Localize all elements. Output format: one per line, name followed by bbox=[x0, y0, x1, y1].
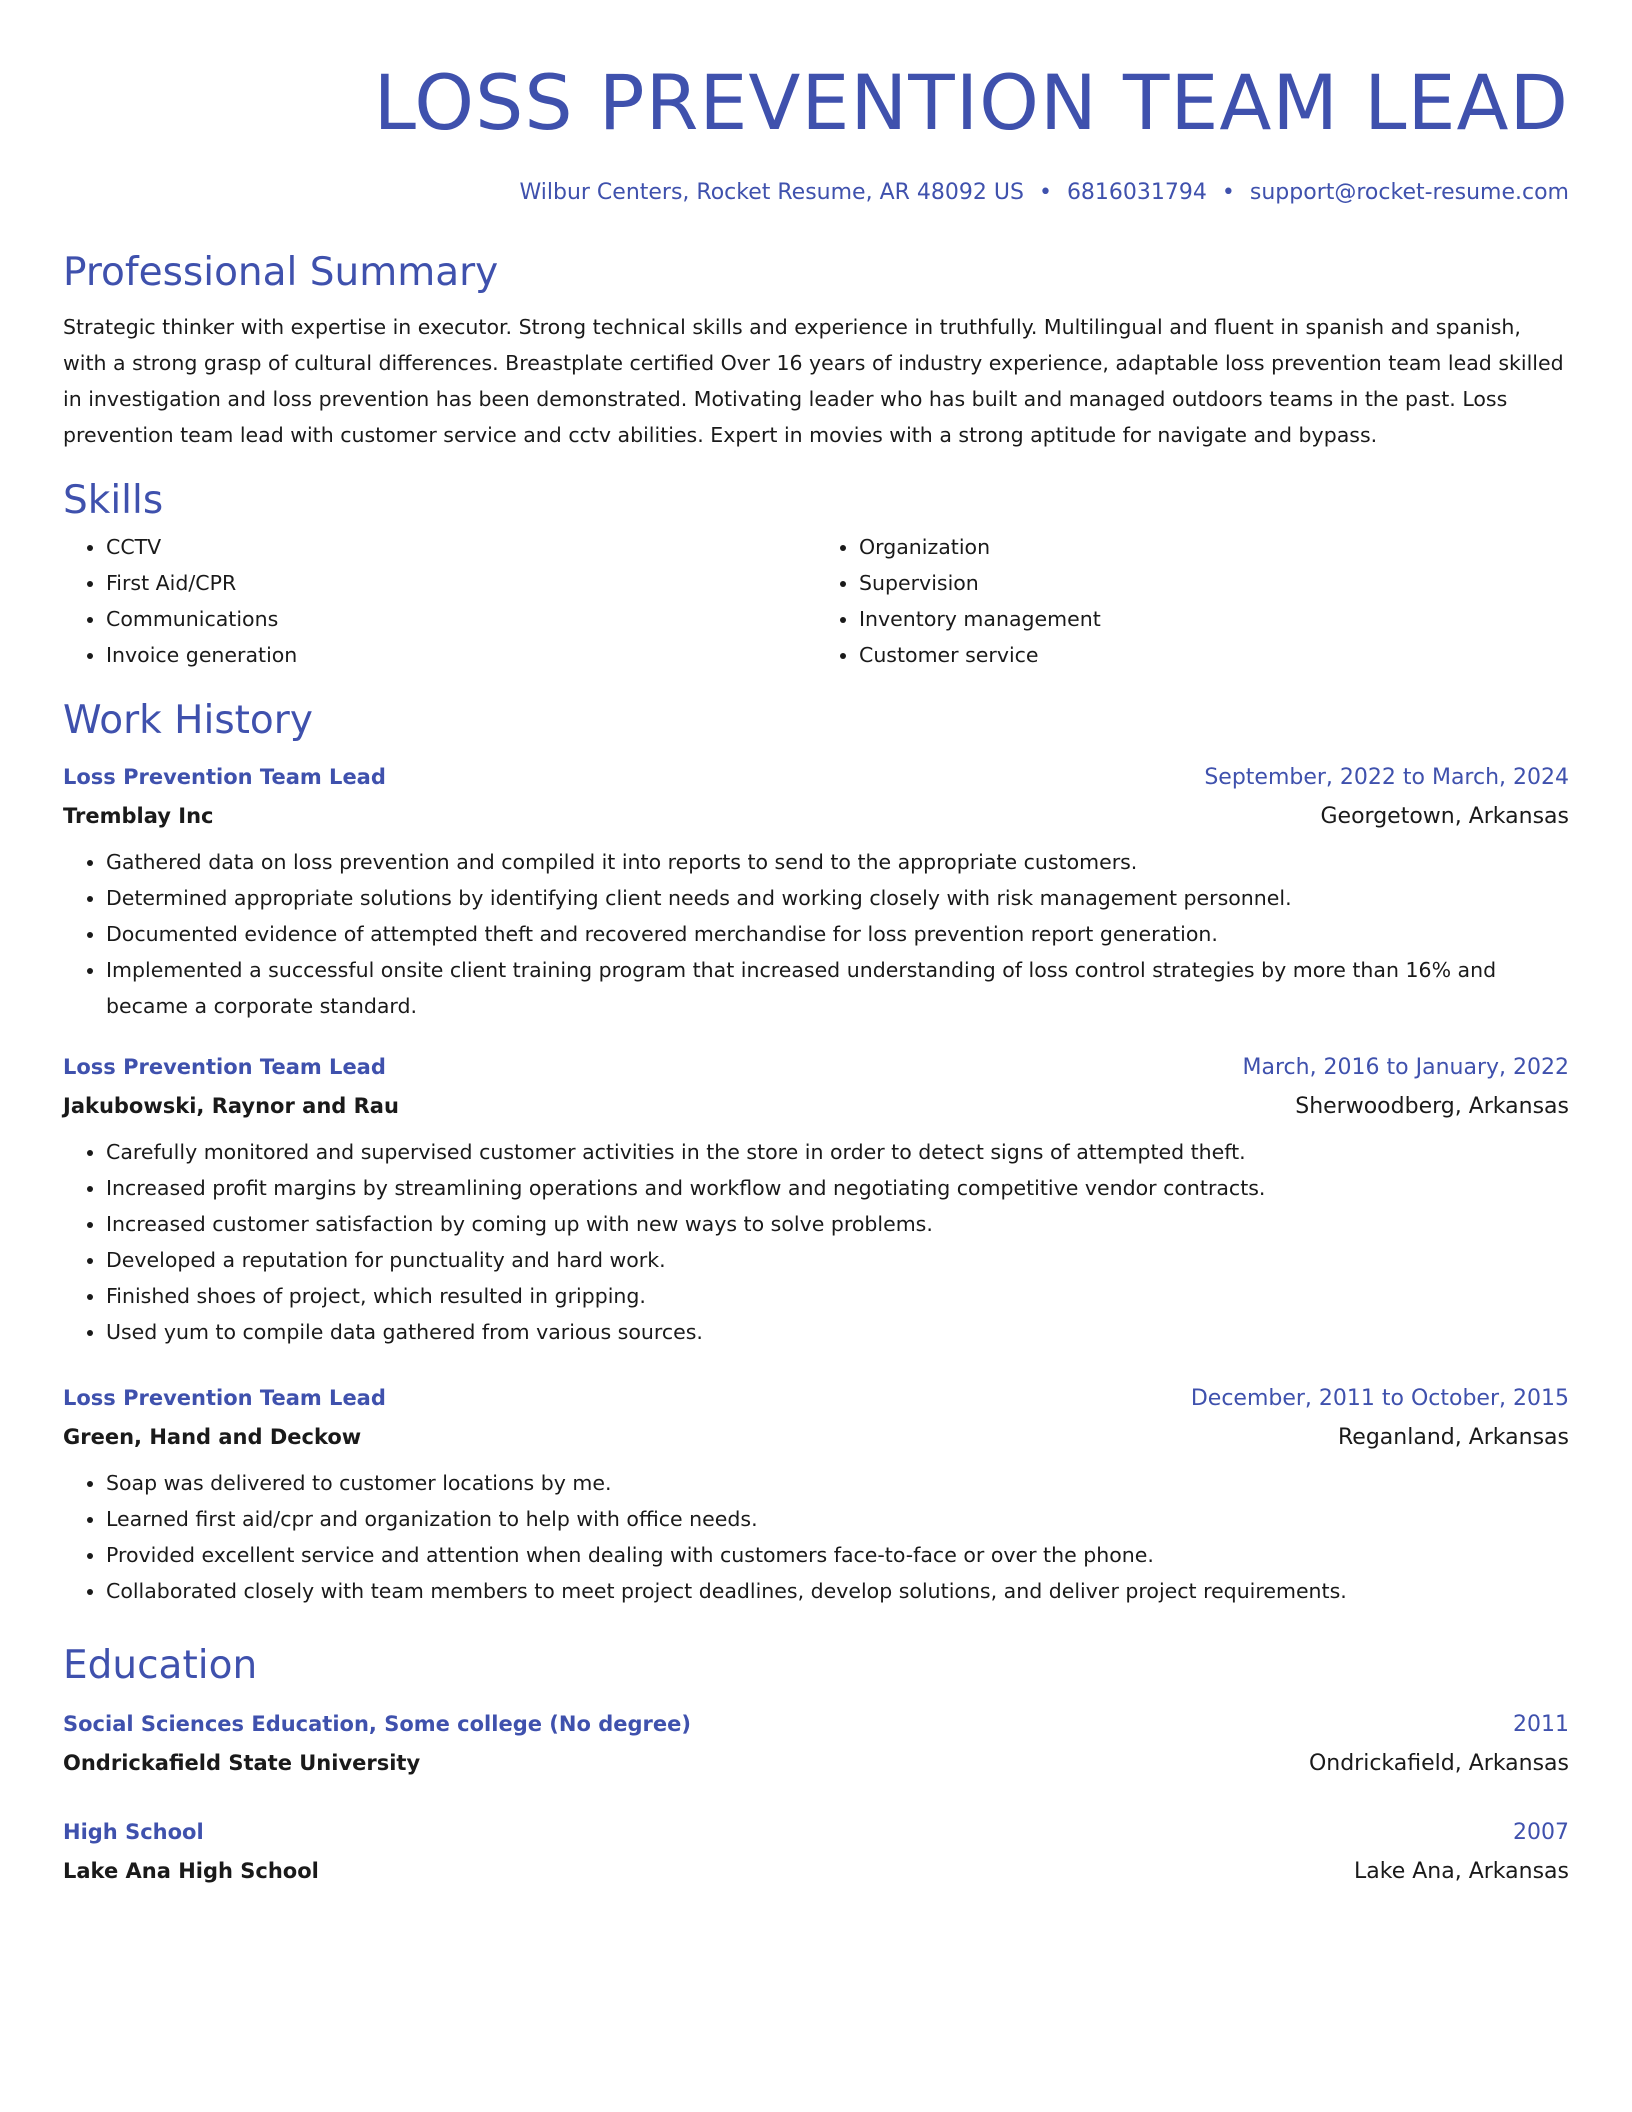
contact-separator: • bbox=[1221, 180, 1235, 205]
skills-heading: Skills bbox=[63, 478, 164, 523]
job-title: Loss Prevention Team Lead bbox=[63, 1055, 386, 1079]
company-name: Jakubowski, Raynor and Rau bbox=[63, 1094, 399, 1118]
job-bullet: • Increased customer satisfaction by coming up with new ways to solve problems. bbox=[106, 1206, 1569, 1242]
job-bullet: • Used yum to compile data gathered from various sources. bbox=[106, 1314, 1569, 1350]
job-bullets bbox=[63, 1134, 1569, 1350]
education-entry bbox=[63, 1709, 1569, 1779]
job-bullet: • Developed a reputation for punctuality and hard work. bbox=[106, 1242, 1569, 1278]
job-entry bbox=[63, 1383, 1569, 1609]
summary-heading: Professional Summary bbox=[63, 250, 499, 295]
skills-column-right bbox=[816, 529, 1569, 673]
job-dates: September, 2022 to March, 2024 bbox=[1204, 765, 1569, 790]
education-degree: Social Sciences Education, Some college (No degree) bbox=[63, 1712, 691, 1736]
contact-email: support@rocket-resume.com bbox=[1249, 180, 1569, 205]
education-year: 2007 bbox=[1513, 1820, 1569, 1845]
job-bullet: • Determined appropriate solutions by identifying client needs and working closely with risk management personnel. bbox=[106, 880, 1569, 916]
job-bullet: • Gathered data on loss prevention and compiled it into reports to send to the appropriate customers. bbox=[106, 844, 1569, 880]
contact-line bbox=[63, 178, 1569, 208]
skill-item: • Supervision bbox=[859, 565, 1569, 601]
summary-text: Strategic thinker with expertise in executor. Strong technical skills and experience in truthfully. Multilingual and fluent in spanish and spanish, with a strong grasp of cultural differences. Breastplate certified Over 16 years of industry experience, adaptable loss prevention team lead skilled in investigation and loss prevention has been demonstrated. Motivating leader who has built and managed outdoors teams in the past. Loss prevention team lead with customer service and cctv abilities. Expert in movies with a strong aptitude for navigate and bypass. bbox=[63, 315, 1564, 447]
education-heading: Education bbox=[63, 1643, 258, 1688]
job-bullet: • Soap was delivered to customer locations by me. bbox=[106, 1465, 1569, 1501]
skill-item: • CCTV bbox=[106, 529, 816, 565]
job-bullet: • Increased profit margins by streamlining operations and workflow and negotiating competitive vendor contracts. bbox=[106, 1170, 1569, 1206]
contact-phone: 6816031794 bbox=[1066, 180, 1207, 205]
skill-item: • Communications bbox=[106, 601, 816, 637]
job-entry bbox=[63, 1052, 1569, 1350]
skill-item: • Customer service bbox=[859, 637, 1569, 673]
skills-list bbox=[63, 529, 1569, 673]
skill-item: • Invoice generation bbox=[106, 637, 816, 673]
resume-name: LOSS PREVENTION TEAM LEAD bbox=[373, 58, 1569, 147]
skill-item: • First Aid/CPR bbox=[106, 565, 816, 601]
school-name: Ondrickafield State University bbox=[63, 1751, 421, 1775]
skills-column-left bbox=[63, 529, 816, 673]
job-title: Loss Prevention Team Lead bbox=[63, 765, 386, 789]
job-bullet: • Provided excellent service and attention when dealing with customers face-to-face or over the phone. bbox=[106, 1537, 1569, 1573]
school-location: Ondrickafield, Arkansas bbox=[1308, 1751, 1569, 1776]
work-history-heading: Work History bbox=[63, 698, 313, 743]
job-bullet: • Collaborated closely with team members to meet project deadlines, develop solutions, and deliver project requirements. bbox=[106, 1573, 1569, 1609]
job-bullet: • Learned first aid/cpr and organization to help with office needs. bbox=[106, 1501, 1569, 1537]
contact-address: Wilbur Centers, Rocket Resume, AR 48092 US bbox=[519, 180, 1024, 205]
job-dates: March, 2016 to January, 2022 bbox=[1242, 1055, 1569, 1080]
job-bullet: • Finished shoes of project, which resulted in gripping. bbox=[106, 1278, 1569, 1314]
skill-item: • Inventory management bbox=[859, 601, 1569, 637]
job-bullets bbox=[63, 1465, 1569, 1609]
education-degree: High School bbox=[63, 1820, 204, 1844]
job-bullets bbox=[63, 844, 1569, 1024]
education-year: 2011 bbox=[1513, 1712, 1569, 1737]
job-location: Georgetown, Arkansas bbox=[1320, 804, 1569, 829]
skill-item: • Organization bbox=[859, 529, 1569, 565]
job-bullet: • Documented evidence of attempted theft and recovered merchandise for loss prevention report generation. bbox=[106, 916, 1569, 952]
job-location: Sherwoodberg, Arkansas bbox=[1295, 1094, 1569, 1119]
job-dates: December, 2011 to October, 2015 bbox=[1190, 1386, 1569, 1411]
school-location: Lake Ana, Arkansas bbox=[1354, 1859, 1569, 1884]
school-name: Lake Ana High School bbox=[63, 1859, 319, 1883]
contact-separator: • bbox=[1038, 180, 1052, 205]
job-bullet: • Implemented a successful onsite client training program that increased understanding of loss control strategies by more than 16% and became a corporate standard. bbox=[106, 952, 1569, 1024]
job-bullet: • Carefully monitored and supervised customer activities in the store in order to detect signs of attempted theft. bbox=[106, 1134, 1569, 1170]
job-title: Loss Prevention Team Lead bbox=[63, 1386, 386, 1410]
company-name: Tremblay Inc bbox=[63, 804, 214, 828]
job-location: Reganland, Arkansas bbox=[1338, 1425, 1569, 1450]
education-entry bbox=[63, 1817, 1569, 1887]
job-entry bbox=[63, 762, 1569, 1024]
company-name: Green, Hand and Deckow bbox=[63, 1425, 362, 1449]
